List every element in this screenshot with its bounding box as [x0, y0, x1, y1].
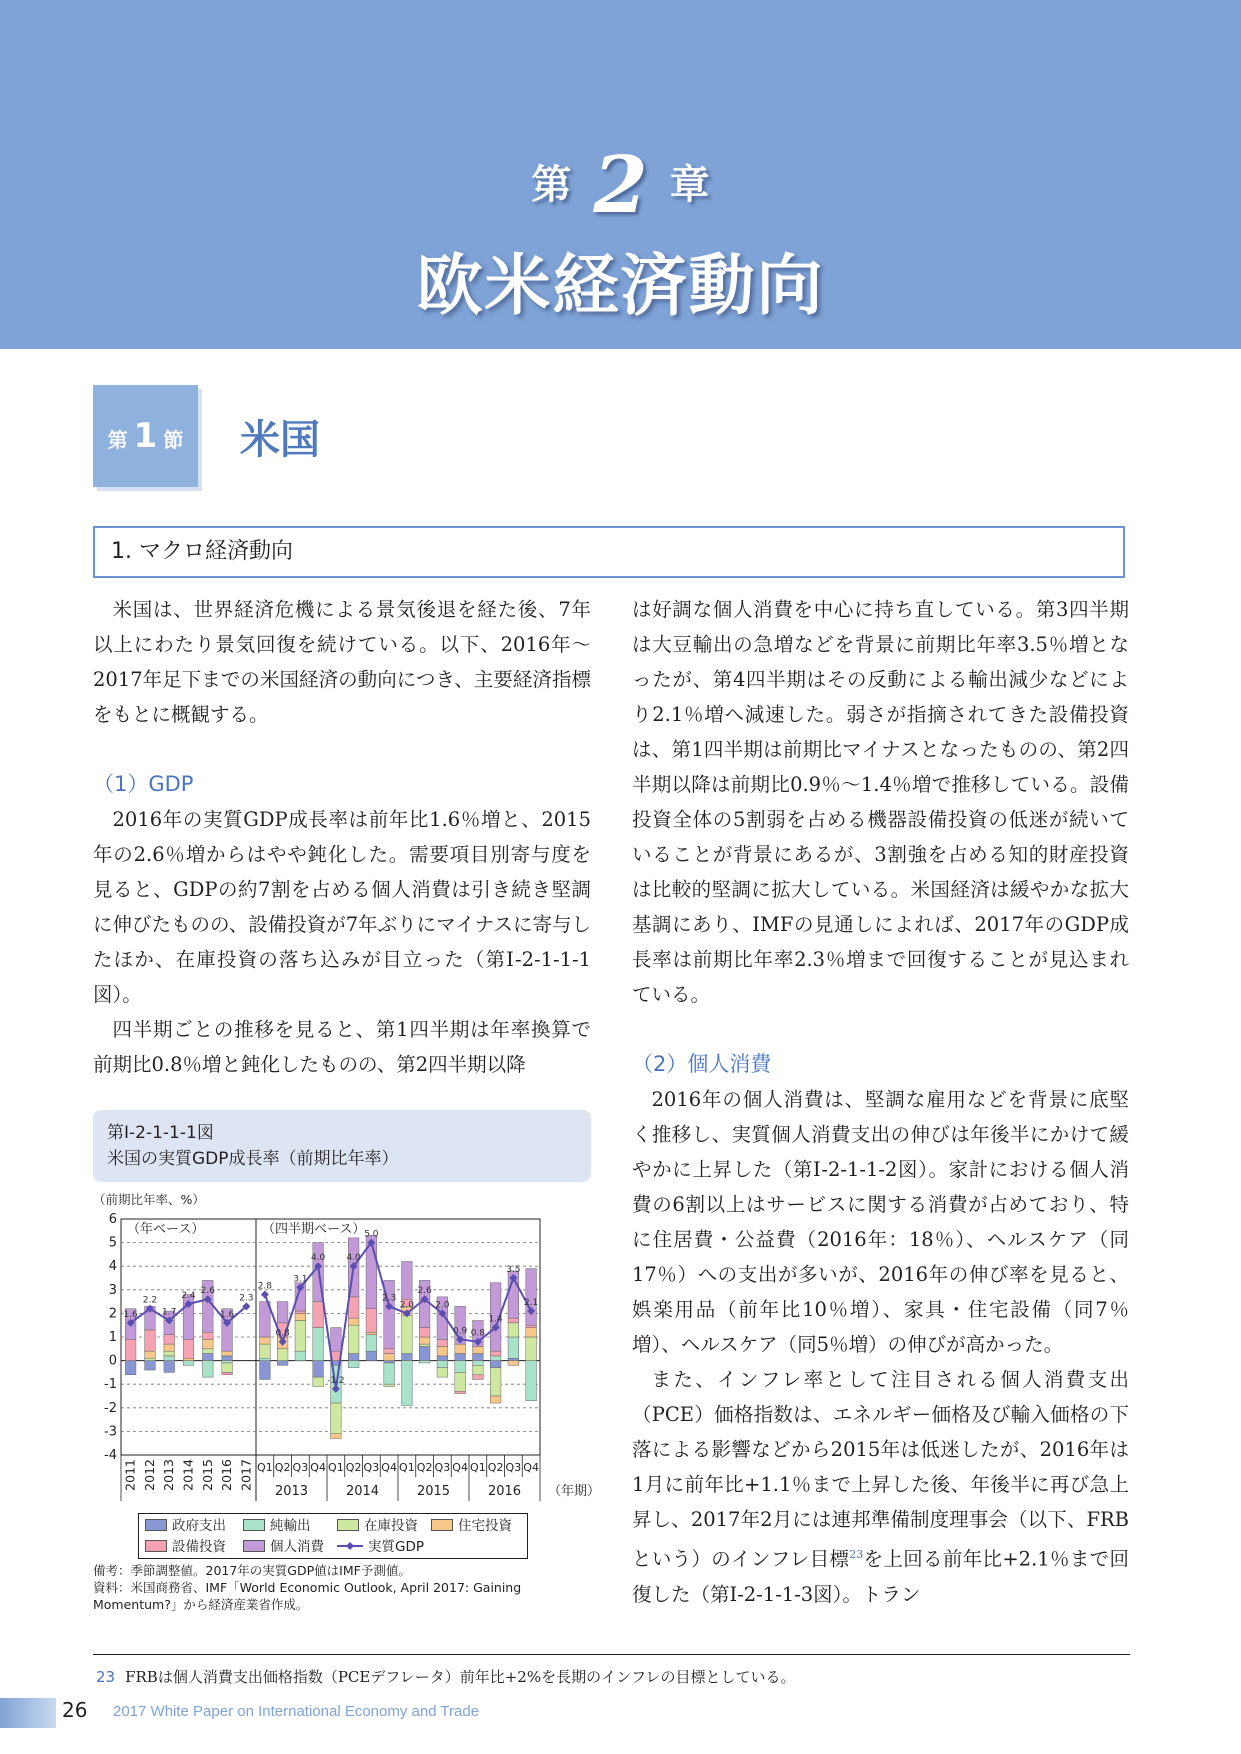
- quarterly-bar-housing: [384, 1354, 395, 1361]
- y-tick-label: 5: [108, 1235, 117, 1251]
- legend-swatch-gdp: [337, 1540, 363, 1552]
- quarterly-bar-inventory: [437, 1368, 448, 1377]
- annual-bar-inventory: [164, 1351, 175, 1356]
- x-year-group-label: 2014: [345, 1484, 380, 1499]
- annual-bar-gov: [145, 1361, 156, 1370]
- quarterly-gdp-label: 4.0: [346, 1253, 361, 1264]
- quarterly-bar-equip: [526, 1325, 537, 1327]
- footnote: 23 FRBは個人消費支出価格指数（PCEデフレータ）前年比+2%を長期のインフレの目標としている。: [96, 1668, 796, 1686]
- quarterly-bar-netexp: [313, 1328, 324, 1361]
- y-tick-label: 2: [108, 1306, 117, 1322]
- legend-equip: 設備投資: [172, 1539, 226, 1555]
- x-tick-label-quarter: Q2: [487, 1461, 504, 1474]
- running-footer: 2017 White Paper on International Economy and Trade: [113, 1703, 480, 1720]
- right-column: [632, 592, 1129, 1612]
- annual-gdp-label: 2.2: [142, 1295, 158, 1306]
- legend-netexp: 純輸出: [270, 1518, 311, 1534]
- quarterly-bar-equip: [366, 1309, 377, 1333]
- legend-swatch-gov: [145, 1519, 167, 1531]
- x-axis-label: （年期）: [548, 1484, 601, 1499]
- legend-housing: 住宅投資: [458, 1518, 512, 1534]
- annual-bar-inventory: [222, 1363, 233, 1372]
- x-tick-label-annual: 2014: [180, 1459, 196, 1491]
- intro-paragraph: 米国は、世界経済危機による景気後退を経た後、7年以上にわたり景気回復を続けている。以下、2016年〜2017年足下までの米国経済の動向につき、主要経済指標をもとに概観する。: [93, 598, 591, 726]
- quarterly-bar-gov: [473, 1354, 484, 1361]
- x-tick-label-quarter: Q4: [523, 1461, 539, 1474]
- annual-bar-equip: [183, 1339, 194, 1358]
- quarterly-gdp-label: -1.2: [327, 1375, 345, 1386]
- quarterly-gdp-label: 2.3: [381, 1293, 397, 1304]
- page-number: 26: [62, 1698, 88, 1722]
- annual-bar-gov: [125, 1361, 136, 1375]
- quarterly-bar-gov: [508, 1358, 519, 1360]
- quarterly-bar-equip: [419, 1328, 430, 1337]
- quarterly-bar-gov: [437, 1356, 448, 1361]
- quarterly-gdp-label: 2.1: [523, 1298, 539, 1309]
- quarterly-bar-netexp: [295, 1351, 306, 1360]
- quarterly-bar-netexp: [508, 1337, 519, 1358]
- quarterly-bar-gov: [419, 1346, 430, 1360]
- quarterly-bar-inventory: [260, 1344, 271, 1358]
- quarterly-bar-inventory: [419, 1344, 430, 1346]
- quarterly-bar-inventory: [348, 1325, 359, 1353]
- x-year-group-label: 2015: [416, 1484, 451, 1499]
- quarterly-bar-housing: [437, 1346, 448, 1355]
- quarterly-bar-housing: [473, 1346, 484, 1353]
- quarterly-bar-housing: [366, 1332, 377, 1334]
- quarterly-bar-gov: [277, 1361, 288, 1366]
- x-tick-label-annual: 2017: [238, 1459, 254, 1491]
- quarterly-gdp-label: 0.8: [275, 1328, 290, 1339]
- quarterly-bar-netexp: [437, 1361, 448, 1368]
- legend-swatch-consumption: [243, 1540, 265, 1552]
- quarterly-bar-inventory: [526, 1337, 537, 1361]
- quarterly-bar-netexp: [348, 1361, 359, 1368]
- quarterly-bar-netexp: [260, 1358, 271, 1360]
- quarterly-bar-consumption: [523, 1269, 539, 1326]
- quarterly-bar-netexp: [490, 1356, 501, 1361]
- quarterly-bar-gov: [455, 1354, 466, 1361]
- annual-gdp-label: 2.4: [181, 1290, 196, 1301]
- chart-legend: [138, 1513, 528, 1559]
- quarterly-bar-housing: [331, 1434, 342, 1439]
- x-tick-label-quarter: Q3: [292, 1461, 309, 1474]
- x-tick-label-quarter: Q4: [381, 1461, 397, 1474]
- quarterly-bar-gov: [348, 1354, 359, 1361]
- figure-id: 第Ⅰ-2-1-1-1図: [107, 1123, 214, 1143]
- annual-bar-inventory: [202, 1349, 213, 1354]
- quarterly-bar-housing: [490, 1396, 501, 1403]
- x-tick-label-quarter: Q2: [345, 1461, 362, 1474]
- quarterly-gdp-label: 2.8: [257, 1281, 273, 1292]
- quarterly-bar-equip: [437, 1339, 448, 1346]
- quarterly-bar-inventory: [277, 1349, 288, 1361]
- figure-title: 米国の実質GDP成長率（前期比年率）: [107, 1149, 399, 1169]
- quarterly-bar-equip: [508, 1318, 519, 1323]
- quarterly-gdp-point: [261, 1291, 269, 1299]
- y-tick-label: -4: [104, 1448, 117, 1463]
- footnote-ref[interactable]: 23: [849, 1548, 864, 1561]
- annual-bar-inventory: [145, 1358, 156, 1360]
- x-tick-label-annual: 2015: [199, 1459, 215, 1491]
- quarterly-bar-gov: [366, 1351, 377, 1360]
- quarterly-gdp-label: 0.8: [470, 1328, 486, 1339]
- figure-header: [93, 1110, 591, 1182]
- annual-bar-equip: [164, 1335, 175, 1344]
- quarterly-gdp-label: 2.6: [417, 1286, 432, 1297]
- y-axis-label: （前期比年率、%）: [93, 1192, 205, 1207]
- pce-subheading: （2）個人消費: [632, 1052, 772, 1076]
- y-tick-label: 4: [108, 1259, 117, 1275]
- chapter-title: 欧米経済動向: [416, 246, 825, 324]
- annual-bar-netexp: [202, 1361, 213, 1378]
- x-year-group-label: 2016: [487, 1484, 522, 1499]
- page-accent-bar: [0, 1698, 56, 1728]
- quarterly-bar-inventory: [455, 1372, 466, 1391]
- quarterly-bar-inventory: [473, 1365, 484, 1374]
- quarterly-bar-netexp: [384, 1363, 395, 1384]
- section-title: 米国: [240, 416, 320, 463]
- x-tick-label-annual: 2013: [161, 1459, 177, 1491]
- quarterly-bar-netexp: [419, 1361, 430, 1363]
- quarterly-bar-gov: [490, 1361, 501, 1368]
- quarterly-bar-gov: [313, 1361, 324, 1378]
- annual-bar-housing: [164, 1344, 175, 1351]
- quarterly-gdp-label: 0.9: [452, 1326, 468, 1337]
- x-tick-label-annual: 2011: [122, 1459, 138, 1491]
- annual-gdp-label: 1.7: [162, 1307, 177, 1318]
- quarterly-bar-inventory: [313, 1377, 324, 1386]
- quarterly-bar-housing: [419, 1337, 430, 1344]
- legend-gdp: 実質GDP: [368, 1539, 424, 1555]
- quarterly-bar-netexp: [366, 1335, 377, 1352]
- annual-gdp-label: 2.3: [239, 1293, 254, 1304]
- quarterly-bar-housing: [348, 1318, 359, 1325]
- annual-gdp-label: 1.6: [123, 1309, 138, 1320]
- annual-bar-netexp: [222, 1361, 233, 1363]
- quarterly-bar-gov: [402, 1354, 413, 1361]
- panel-label-annual: （年ベース）: [127, 1222, 205, 1237]
- figure-note-remarks: 備考：季節調整値。2017年の実質GDP値はIMF予測値。: [93, 1563, 411, 1578]
- figure-notes: [93, 1562, 593, 1613]
- x-tick-label-quarter: Q1: [328, 1461, 344, 1474]
- quarterly-bar-netexp: [526, 1361, 537, 1401]
- legend-gov: 政府支出: [172, 1518, 226, 1534]
- pce-paragraph-2: また、インフレ率として注目される個人消費支出（PCE）価格指数は、エネルギー価格及び輸入価格の下落による影響などから2015年は低迷したが、2016年は1月に前年比+1.1％まで上昇した後、年後半に再び急上昇し、2017年2月には連邦準備制度理事会（以下、FRBという）のインフレ目標$^{23}$を上回る前年比+2.1％まで回復した（第Ⅰ-2-1-1-3図）。トラン: [632, 1368, 1129, 1606]
- y-tick-label: 1: [108, 1330, 117, 1345]
- figure-note-source: 資料：米国商務省、IMF「World Economic Outlook, April 2017: Gaining Momentum?」から経済産業省作成。: [93, 1580, 522, 1612]
- quarterly-bar-consumption: [277, 1302, 288, 1323]
- legend-swatch-inventory: [337, 1519, 359, 1531]
- x-tick-label-annual: 2012: [141, 1459, 157, 1491]
- quarterly-bar-equip: [473, 1375, 484, 1380]
- quarterly-gdp-label: 1.4: [488, 1314, 503, 1325]
- legend-swatch-netexp: [243, 1519, 265, 1531]
- gdp-paragraph-cont: は好調な個人消費を中心に持ち直している。第3四半期は大豆輸出の急増などを背景に前期比年率3.5％増となったが、第4四半期はその反動による輸出減少などにより2.1％増へ減速した。弱さが指摘されてきた設備投資は、第1四半期は前期比マイナスとなったものの、第2四半期以降は前期比0.9％〜1.4％増で推移している。設備投資全体の5割弱を占める機器設備投資の低迷が続いていることが背景にあるが、3割強を占める知的財産投資は比較的堅調に拡大している。米国経済は緩やかな拡大基調にあり、IMFの見通しによれば、2017年のGDP成長率は前期比年率2.3％増まで回復することが見込まれている。: [632, 598, 1129, 1006]
- x-year-group-label: 2013: [274, 1484, 309, 1499]
- annual-bar-equip: [202, 1332, 213, 1339]
- quarterly-gdp-label: 2.0: [399, 1300, 415, 1311]
- annual-gdp-label: 1.6: [219, 1309, 235, 1320]
- legend-swatch-housing: [431, 1519, 453, 1531]
- quarterly-bar-netexp: [473, 1361, 484, 1366]
- quarterly-bar-housing: [526, 1328, 537, 1337]
- annual-bar-gov: [202, 1354, 213, 1361]
- pce-paragraph-1: 2016年の個人消費は、堅調な雇用などを背景に底堅く推移し、実質個人消費支出の伸びは年後半にかけて緩やかに上昇した（第Ⅰ-2-1-1-2図）。家計における個人消費の6割以上はサービスに関する消費が占めており、特に住居費・公益費（2016年：18％）、ヘルスケア（同17％）への支出が多いが、2016年の伸び率を見ると、娯楽用品（前年比10％増）、家具・住宅設備（同7％増）、ヘルスケア（同5％増）の伸びが高かった。: [632, 1088, 1129, 1356]
- quarterly-bar-inventory: [490, 1368, 501, 1396]
- quarterly-bar-inventory: [384, 1384, 395, 1386]
- footnote-divider: [93, 1654, 1130, 1655]
- y-tick-label: 6: [108, 1212, 117, 1227]
- annual-bar-equip: [222, 1372, 233, 1374]
- quarterly-gdp-label: 3.1: [293, 1274, 308, 1285]
- annual-bar-housing: [183, 1358, 194, 1360]
- x-tick-label-quarter: Q1: [470, 1461, 486, 1474]
- annual-bar-netexp: [183, 1361, 194, 1366]
- quarterly-bar-inventory: [402, 1316, 413, 1354]
- x-tick-label-quarter: Q3: [505, 1461, 522, 1474]
- x-tick-label-quarter: Q2: [416, 1461, 433, 1474]
- quarterly-gdp-label: 4.0: [310, 1253, 326, 1264]
- quarterly-bar-consumption: [402, 1261, 413, 1299]
- heading-macro: 1. マクロ経済動向: [93, 526, 1125, 578]
- quarterly-bar-inventory: [508, 1323, 519, 1337]
- x-tick-label-quarter: Q3: [434, 1461, 451, 1474]
- annual-bar-equip: [125, 1339, 136, 1360]
- annual-bar-housing: [202, 1339, 213, 1348]
- legend-swatch-equip: [145, 1540, 167, 1552]
- gdp-chart: [93, 1190, 601, 1510]
- quarterly-bar-equip: [455, 1391, 466, 1393]
- y-tick-label: 0: [108, 1353, 117, 1369]
- quarterly-bar-equip: [295, 1311, 306, 1313]
- gdp-paragraph-1: 2016年の実質GDP成長率は前年比1.6％増と、2015年の2.6％増からはやや鈍化した。需要項目別寄与度を見ると、GDPの約7割を占める個人消費は引き続き堅調に伸びたものの、設備投資が7年ぶりにマイナスに寄与したほか、在庫投資の落ち込みが目立った（第Ⅰ-2-1-1-1図）。: [93, 808, 591, 1006]
- x-tick-label-quarter: Q4: [452, 1461, 468, 1474]
- quarterly-bar-equip: [313, 1302, 324, 1328]
- quarterly-bar-netexp: [402, 1361, 413, 1406]
- x-tick-label-quarter: Q1: [257, 1461, 273, 1474]
- quarterly-gdp-label: 2.0: [435, 1300, 450, 1311]
- quarterly-bar-gov: [260, 1361, 271, 1380]
- quarterly-gdp-label: 5.0: [364, 1229, 379, 1240]
- quarterly-bar-consumption: [331, 1328, 342, 1352]
- legend-inventory: 在庫投資: [364, 1518, 418, 1534]
- quarterly-bar-housing: [508, 1361, 519, 1366]
- legend-consumption: 個人消費: [270, 1539, 324, 1555]
- annual-bar-housing: [145, 1351, 156, 1358]
- panel-label-quarterly: （四半期ベース）: [262, 1222, 366, 1237]
- gdp-subheading: （1）GDP: [93, 772, 194, 796]
- annual-bar-equip: [145, 1330, 156, 1351]
- x-tick-label-quarter: Q1: [399, 1461, 415, 1474]
- quarterly-bar-inventory: [295, 1320, 306, 1351]
- x-tick-label-quarter: Q3: [363, 1461, 380, 1474]
- quarterly-bar-netexp: [455, 1361, 466, 1373]
- annual-bar-housing: [222, 1351, 233, 1356]
- annual-bar-netexp: [164, 1356, 175, 1361]
- y-tick-label: -1: [104, 1377, 117, 1393]
- y-tick-label: -3: [104, 1424, 117, 1440]
- x-tick-label-quarter: Q4: [310, 1461, 326, 1474]
- x-tick-label-quarter: Q2: [274, 1461, 291, 1474]
- quarterly-bar-equip: [490, 1351, 501, 1356]
- quarterly-gdp-label: 3.5: [506, 1265, 521, 1275]
- section-badge: 第 1 節: [93, 385, 198, 487]
- annual-bar-gov: [222, 1356, 233, 1361]
- y-tick-label: 3: [108, 1282, 117, 1298]
- quarterly-bar-inventory: [331, 1403, 342, 1434]
- quarterly-bar-housing: [260, 1337, 271, 1344]
- gdp-paragraph-2: 四半期ごとの推移を見ると、第1四半期は年率換算で前期比0.8％増と鈍化したものの、第2四半期以降: [93, 1018, 591, 1076]
- annual-bar-gov: [164, 1361, 175, 1373]
- x-tick-label-annual: 2016: [219, 1459, 235, 1491]
- quarterly-bar-gov: [384, 1361, 395, 1363]
- y-tick-label: -2: [104, 1400, 117, 1416]
- quarterly-bar-housing: [295, 1313, 306, 1320]
- left-column: [93, 592, 591, 1082]
- chapter-number: 第 2 章: [531, 140, 710, 231]
- annual-gdp-label: 2.6: [200, 1286, 215, 1297]
- quarterly-bar-equip: [384, 1349, 395, 1354]
- quarterly-bar-housing: [455, 1344, 466, 1353]
- quarterly-bar-equip: [348, 1297, 359, 1318]
